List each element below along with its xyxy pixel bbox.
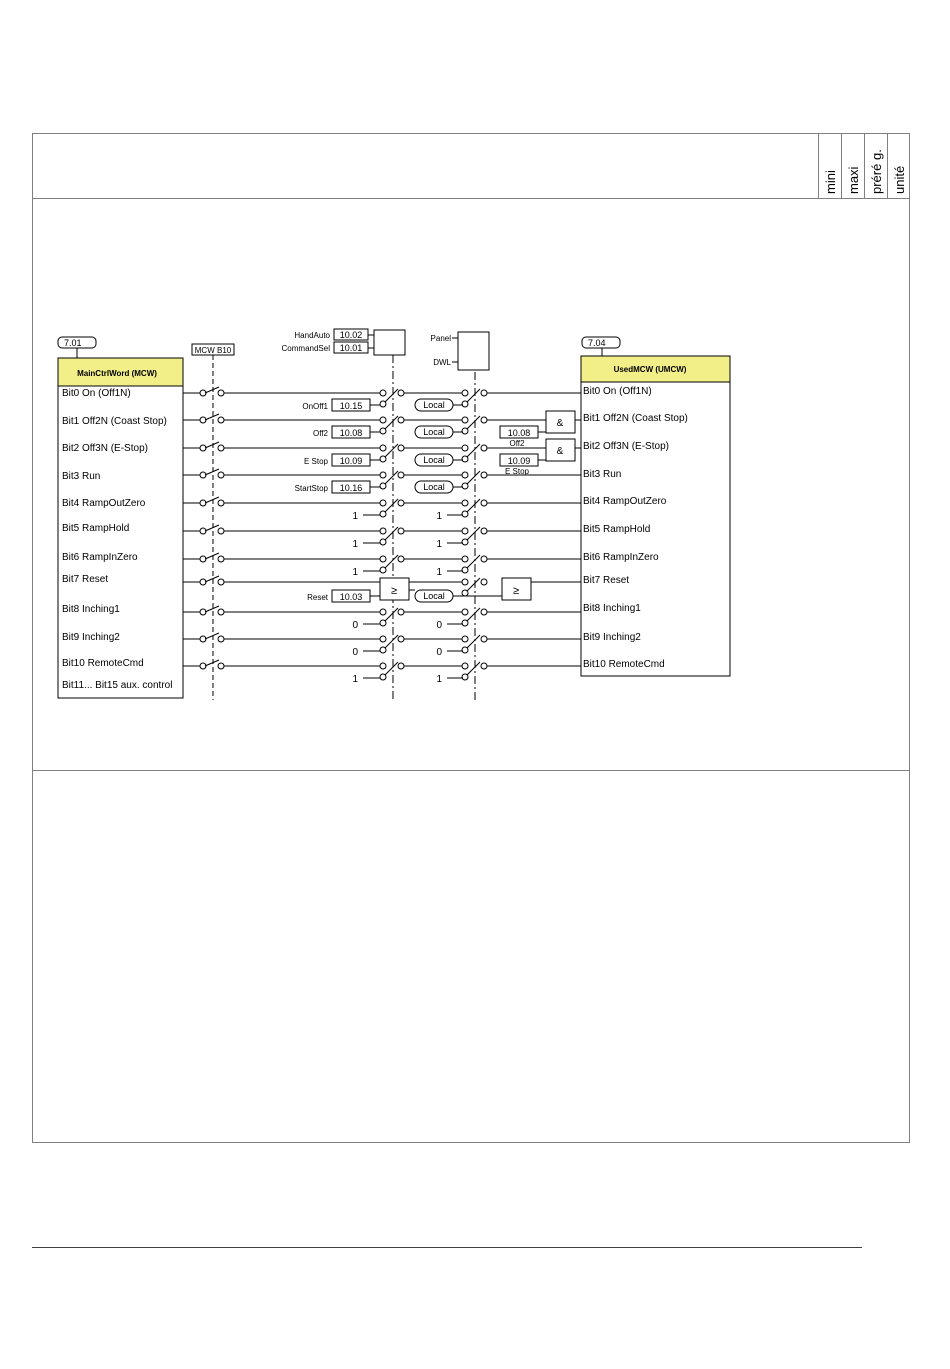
source-row-label: Bit3 Run [62, 471, 101, 482]
selector-blade [385, 635, 398, 648]
selector-terminal [398, 528, 404, 534]
switch-terminal [218, 390, 224, 396]
selector-terminal [481, 579, 487, 585]
switch-terminal [218, 663, 224, 669]
selector-terminal [380, 390, 386, 396]
target-row-label: Bit5 RampHold [583, 524, 651, 535]
switch-terminal [218, 609, 224, 615]
selector-terminal [380, 417, 386, 423]
selector-terminal [462, 579, 468, 585]
target-row-label: Bit2 Off3N (E-Stop) [583, 441, 669, 452]
selector-terminal [462, 636, 468, 642]
target-row-label: Bit9 Inching2 [583, 632, 641, 643]
target-row-label: Bit4 RampOutZero [583, 496, 667, 507]
target-row-label: Bit0 On (Off1N) [583, 386, 652, 397]
selector-blade [467, 444, 480, 457]
selector-terminal [380, 500, 386, 506]
selector-terminal [380, 663, 386, 669]
switch-terminal [218, 636, 224, 642]
switch-terminal [218, 472, 224, 478]
target-row-label: Bit3 Run [583, 469, 622, 480]
switch-blade [205, 525, 219, 531]
selector-terminal [462, 556, 468, 562]
selector-terminal [380, 472, 386, 478]
switch-blade [205, 606, 219, 612]
selector-input-param: 10.01 [339, 343, 363, 353]
selector-terminal [481, 609, 487, 615]
or-symbol: ≥ [512, 585, 520, 597]
switch-terminal [218, 417, 224, 423]
selector-blade [385, 527, 398, 540]
param-label: E Stop [303, 457, 328, 466]
dwl-label: DWL [433, 358, 451, 367]
constant-value: 1 [352, 567, 358, 578]
source-row-label: Bit7 Reset [62, 574, 109, 585]
footer-rule [32, 1247, 862, 1248]
constant-value: 1 [352, 674, 358, 685]
target-row-label: Bit7 Reset [583, 575, 630, 586]
source-block-body [58, 386, 183, 698]
constant-value: 0 [352, 620, 358, 631]
selector-terminal [398, 500, 404, 506]
switch-terminal [218, 528, 224, 534]
selector-terminal [398, 472, 404, 478]
selector-blade [385, 662, 398, 675]
selector-blade [385, 608, 398, 621]
selector-input-param: 10.02 [339, 330, 363, 340]
selector-blade [385, 416, 398, 429]
switch-blade [205, 576, 219, 582]
param-label: Reset [307, 593, 328, 602]
selector-blade [467, 389, 480, 402]
selector-terminal [380, 636, 386, 642]
selector-terminal [481, 528, 487, 534]
source-row-label: Bit10 RemoteCmd [62, 658, 144, 669]
constant-value: 0 [436, 647, 442, 658]
selector-terminal [481, 472, 487, 478]
selector-blade [467, 608, 480, 621]
param-value: 10.16 [339, 483, 363, 493]
switch-blade [205, 553, 219, 559]
and-param-caption: Off2 [509, 439, 525, 448]
source-row-label: Bit8 Inching1 [62, 604, 120, 615]
selector-blade [467, 416, 480, 429]
selector-blade [385, 555, 398, 568]
source-row-label: Bit11... Bit15 aux. control [62, 680, 173, 691]
or-symbol: ≥ [390, 585, 398, 597]
switch-blade [205, 414, 219, 420]
selector-terminal [398, 445, 404, 451]
selector-terminal [398, 390, 404, 396]
target-row-label: Bit8 Inching1 [583, 603, 641, 614]
selector-blade [467, 635, 480, 648]
switch-terminal [218, 500, 224, 506]
switch-blade [205, 442, 219, 448]
panel-label: Panel [430, 334, 451, 343]
selector-terminal [481, 390, 487, 396]
switch-blade [205, 497, 219, 503]
selector-blade [467, 555, 480, 568]
column-label: unité [892, 165, 907, 194]
selector-terminal [481, 417, 487, 423]
source-row-label: Bit0 On (Off1N) [62, 388, 131, 399]
source-row-label: Bit9 Inching2 [62, 632, 120, 643]
and-symbol: & [556, 418, 564, 429]
param-value: 10.09 [339, 456, 363, 466]
and-symbol: & [556, 446, 564, 457]
selector-terminal [380, 609, 386, 615]
param-value: 10.08 [339, 428, 363, 438]
switch-terminal [218, 445, 224, 451]
selector-terminal [462, 417, 468, 423]
selector-terminal [398, 556, 404, 562]
constant-value: 0 [352, 647, 358, 658]
selector-blade [467, 578, 480, 591]
selector-blade [467, 527, 480, 540]
local-tag-label: Local [423, 427, 445, 437]
param-label: OnOff1 [302, 402, 328, 411]
selector-terminal [398, 663, 404, 669]
target-row-label: Bit1 Off2N (Coast Stop) [583, 413, 688, 424]
selector-blade [385, 499, 398, 512]
constant-value: 1 [352, 539, 358, 550]
selector-logic-box [374, 330, 405, 355]
local-tag-label: Local [423, 591, 445, 601]
selector-blade [467, 499, 480, 512]
and-param-value: 10.09 [507, 456, 531, 466]
local-tag-label: Local [423, 482, 445, 492]
selector-terminal [462, 609, 468, 615]
selector-blade [385, 444, 398, 457]
selector-blade [385, 471, 398, 484]
column-label: maxi [846, 166, 861, 194]
param-label: StartStop [294, 484, 328, 493]
source-row-label: Bit4 RampOutZero [62, 498, 146, 509]
selector-terminal [380, 445, 386, 451]
panel-dwl-box [458, 332, 489, 370]
switch-terminal [218, 556, 224, 562]
selector-terminal [462, 663, 468, 669]
target-row-label: Bit10 RemoteCmd [583, 659, 665, 670]
constant-value: 1 [436, 674, 442, 685]
switch-blade [205, 469, 219, 475]
and-param-caption: E Stop [504, 467, 530, 476]
column-label: préré g. [869, 149, 884, 194]
selector-terminal [481, 445, 487, 451]
selector-terminal [481, 500, 487, 506]
selector-terminal [462, 528, 468, 534]
selector-terminal [481, 556, 487, 562]
param-label: Off2 [313, 429, 328, 438]
selector-terminal [398, 636, 404, 642]
selector-terminal [462, 500, 468, 506]
source-ref-tag-label: 7.01 [64, 338, 82, 348]
selector-terminal [462, 390, 468, 396]
switch-blade [205, 660, 219, 666]
selector-terminal [462, 445, 468, 451]
mcw-b10-label: MCW B10 [194, 346, 232, 355]
target-ref-tag-label: 7.04 [588, 338, 606, 348]
selector-terminal [380, 528, 386, 534]
switch-blade [205, 633, 219, 639]
constant-value: 1 [352, 511, 358, 522]
source-title: MainCtrlWord (MCW) [77, 369, 157, 378]
selector-terminal [398, 417, 404, 423]
selector-terminal [380, 556, 386, 562]
param-value: 10.03 [339, 592, 363, 602]
and-param-value: 10.08 [507, 428, 531, 438]
constant-value: 1 [436, 567, 442, 578]
target-title: UsedMCW (UMCW) [613, 365, 687, 374]
selector-blade [467, 662, 480, 675]
selector-blade [467, 471, 480, 484]
constant-value: 1 [436, 511, 442, 522]
selector-input-label: CommandSel [281, 344, 330, 353]
selector-blade [385, 389, 398, 402]
switch-terminal [218, 579, 224, 585]
selector-terminal [481, 663, 487, 669]
local-tag-label: Local [423, 455, 445, 465]
column-label: mini [823, 170, 838, 194]
selector-terminal [462, 472, 468, 478]
source-row-label: Bit1 Off2N (Coast Stop) [62, 416, 167, 427]
source-row-label: Bit2 Off3N (E-Stop) [62, 443, 148, 454]
local-tag-label: Local [423, 400, 445, 410]
source-row-label: Bit6 RampInZero [62, 552, 138, 563]
selector-input-label: HandAuto [294, 331, 330, 340]
selector-terminal [398, 609, 404, 615]
switch-blade [205, 387, 219, 393]
target-row-label: Bit6 RampInZero [583, 552, 659, 563]
param-value: 10.15 [339, 401, 363, 411]
constant-value: 1 [436, 539, 442, 550]
selector-terminal [481, 636, 487, 642]
source-row-label: Bit5 RampHold [62, 523, 130, 534]
constant-value: 0 [436, 620, 442, 631]
